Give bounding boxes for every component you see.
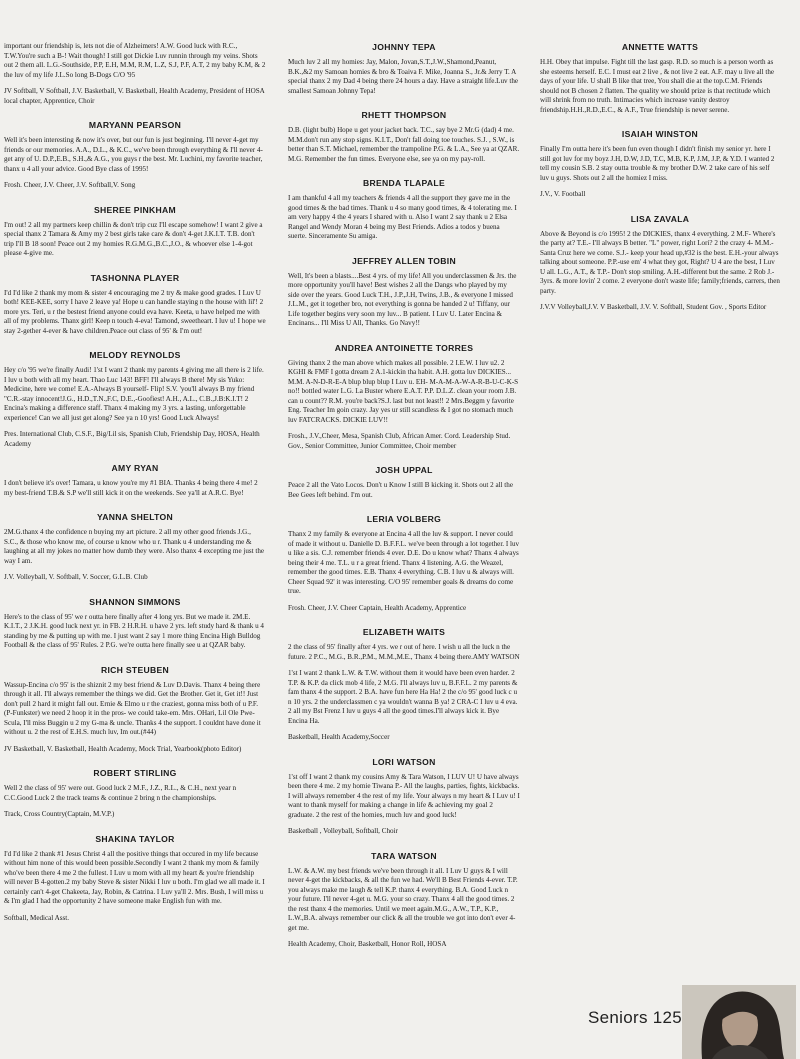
- senior-message: 1'st I want 2 thank L.W. & T.W. without them it would have been even harder. 2 T.P. & K.P. da click mob 4 life, 2 M.G. I'll always luv u, B.F.F.L. 2 my parents & fam thanx 4 the support. 2 B.A. have fun here Ha Ha! 2 the c/o 95' good luck c u n 10 yrs. 2 the underclassmen c ya wouldn't wanna B ya! 2 CRA-C I luv u 4 eva. 2 all my Bst Frenz I luv u guys 4 all the good times.I'll always kick it. Bye Encina Ha.: [288, 669, 518, 725]
- column-left: [4, 42, 266, 937]
- senior-activities: J.V. Volleyball, V. Softball, V. Soccer, G.L.B. Club: [4, 573, 148, 581]
- senior-activities: JV Softball, V Softball, J.V. Basketball, V. Basketball, Health Academy, President of HOSA local chapter, Apprentice, Choir: [4, 87, 265, 105]
- senior-entry-josh-uppal: [288, 465, 520, 500]
- senior-message: 2M.G.thanx 4 the confidence n buying my art picture. 2 all my other good friends J.G., S.C., & those who know me, of course u know who u r. Thank u 4 understanding me & laughing at all my jokes no matter how dumb they were. Also thanx 4 excepting me just the way I am.: [4, 528, 265, 565]
- senior-message: D.B. (light bulb) Hope u get your jacket back. T.C., say bye 2 Mr.G (dad) 4 me. M.M.don't run any stop signs. K.I.T., Don't fall doing toe touches. S.J. , S.W., is better than S.T. Michael, remember the trampoline P.G. & L.A., See ya at QZAR. M.G. Remember the fun times. Everyone else, see ya on my pay-roll.: [288, 126, 520, 163]
- senior-name: ROBERT STIRLING: [93, 768, 177, 778]
- senior-name: RICH STEUBEN: [100, 664, 170, 675]
- senior-message: I don't believe it's over! Tamara, u know you're my #1 BIA. Thanks 4 being there 4 me! 2 my best-friend T.B.& S.P we'll still kick it on the weekends. See ya'll at A.R.C. Bye!: [4, 479, 258, 497]
- senior-entry-tashonna-player: [4, 273, 266, 337]
- senior-entry-sheree-pinkham: [4, 205, 266, 259]
- senior-activities: Frosh. Cheer, J.V. Cheer, J.V. Softball,V. Song: [4, 181, 136, 189]
- senior-activities: Track, Cross Country(Captain, M.V.P.): [4, 810, 115, 818]
- senior-entry-johnny-tepa: [288, 42, 520, 96]
- senior-entry-shakina-taylor: [4, 834, 266, 924]
- senior-entry-tara-watson: [288, 851, 520, 950]
- senior-message: Peace 2 all the Vato Locos. Don't u Know I still B kicking it. Shots out 2 all the Bee Gees left behind. I'm out.: [288, 481, 513, 499]
- senior-entry-leria-volberg: [288, 514, 520, 613]
- senior-name: RHETT THOMPSON: [361, 110, 447, 120]
- senior-message: Well 2 the class of 95' were out. Good luck 2 M.F., J.Z., R.L., & C.H., next year n C.C.Good Luck 2 the track teams & continue 2 bring n the championships.: [4, 784, 237, 802]
- senior-name: LORI WATSON: [372, 756, 436, 767]
- senior-activities: Frosh. Cheer, J.V. Cheer Captain, Health Academy, Apprentice: [288, 603, 467, 612]
- senior-message: I am thankful 4 all my teachers & friends 4 all the support they gave me in the good times & the bad times. Thank u 4 so many good times, & 4 tolerating me. I am very happy 4 the 4 years I shared with u. Also I want 2 say thank u 2 Elsa Rangel and Wendy Moran 4 being my Best Friends. Adios a todos y buena suerte. Sinceramente Su amiga.: [288, 194, 517, 240]
- senior-name: MARYANN PEARSON: [88, 120, 182, 130]
- senior-name: MELODY REYNOLDS: [89, 350, 181, 360]
- senior-name: TASHONNA PLAYER: [90, 272, 180, 283]
- senior-activities: J.V.V Volleyball,J.V. V Basketball, J.V. V. Softball, Student Gov. , Sports Editor: [540, 303, 767, 311]
- page-footer-label: Seniors 125: [588, 1008, 683, 1027]
- senior-name: LISA ZAVALA: [630, 213, 690, 224]
- senior-name: ELIZABETH WAITS: [362, 627, 446, 637]
- column-right: [540, 42, 780, 327]
- senior-name: JOSH UPPAL: [375, 465, 433, 475]
- senior-name: ANDREA ANTOINETTE TORRES: [334, 342, 474, 353]
- senior-message: Above & Beyond is c/o 1995! 2 the DICKIES, thanx 4 everything. 2 M.F- Where's the party at? T.E.- I'll always B better. "L" power, right Lori? 2 the crazy 4- M.M.-Santa Cruz here we come. S.J.- keep your head up,#32 is the best. E.H.-your always talking about someone. P.P.-use em' 4 what they got, Right? U 4 are the best, I Luv U all. L.G., A.T., & T.P.- Don't stop smiling. A.H.-different but the same. 2 Rob J.- 3yrs. & more lovin' 2 come. 2 everyone don't waste life; family;friends, carrers, then party.: [540, 229, 780, 295]
- senior-name: TARA WATSON: [371, 850, 437, 861]
- senior-name: ISAIAH WINSTON: [621, 129, 699, 139]
- senior-name: BRENDA TLAPALE: [362, 178, 446, 188]
- senior-activities: Pres. International Club, C.S.F., Big/Lil sis, Spanish Club, Friendship Day, HOSA, Health Academy: [4, 430, 260, 448]
- senior-activities: J.V., V. Football: [540, 190, 586, 198]
- senior-name: JEFFREY ALLEN TOBIN: [352, 255, 456, 266]
- senior-message: important our friendship is, lets not die of Alzheimers! A.W. Good luck with R.C., T.W.You're such a B-! Wait though! I still got Dickie Luv runnin through my veins. Shots out 2 them all. L.G.-Southside, P.P, E.H, M.M, R.M, L.Z, S.J, P.F, A.T, 2 my baby K.M, & 2 the luv of my life J.L.So long B-Dogs C/O '95: [4, 42, 266, 79]
- senior-activities: Frosh., J.V.,Cheer, Mesa, Spanish Club, African Amer. Cord. Leadership Stud. Gov., Senior Committee, Junior Committee, Choir member: [288, 432, 511, 450]
- senior-entry-elizabeth-waits: [288, 627, 520, 743]
- senior-entry-jeffrey-allen-tobin: [288, 256, 520, 329]
- senior-message: Hey c/o '95 we're finally Audi! 1'st I want 2 thank my parents 4 giving me all there is 2 life. I luv u both with all my heart. Thao Luc 143! BFF! I'll always B there! My sis Yuko: Medicine, here we come! E.A.-Always B yourself- Flip! S.V. 'you'll always B my friend "C.R.-stay innocent!J.G., H.D.,T.N.,F.C, D.E.,-Goofiest! A.H., A.L., C.B.,J.B:K.I.T! 2 Encina's making a difference staff. Thanx 4 making my 3 yrs. a lasting, unforgettable experience! Can we all just get along? See ya n 10 yrs! Good Luck Always!: [4, 366, 264, 422]
- senior-entry-brenda-tlapale: [288, 178, 520, 242]
- senior-entry-melody-reynolds: [4, 350, 266, 449]
- senior-entry-rich-steuben: [4, 665, 266, 755]
- column-middle: [288, 42, 520, 964]
- senior-activities: JV Basketball, V. Basketball, Health Academy, Mock Trial, Yearbook(photo Editor): [4, 744, 242, 753]
- senior-entry-lori-watson: [288, 757, 520, 837]
- senior-name: JOHNNY TEPA: [372, 42, 436, 52]
- senior-message: I'd I'd like 2 thank my mom & sister 4 encouraging me 2 try & make good grades. I Luv U both! KEE-KEE, sorry I have 2 leave ya! Hope u can handle staying n the house with lil'! 2 more yrs. Teri, u r the bestest friend anyone could eva have. Keeta, u have helped me with all of my problems. Thanx girl! Keep n touch 4-eva! Tamond, sweetheart. I luv u! I hope we stay 2-gether 4-ever & have children.Peace out class of 95' & I'm out!: [4, 288, 266, 335]
- senior-message: L.W. & A.W. my best friends we've been through it all. I Luv U guys & I will never 4-get the kickbacks, & all the fun we had. We'll B Best Friends 4-ever. T.P. you always make me laugh & tell K.P. thanx 4 everything. B.A. Good Luck n your future. I'll never 4-get u. M.G. your so crazy. Thanx 4 all the good times. 2 the rest thanx 4 the memories. Until we meet again.M.G., A.W., T.P., K.P., L.W.,B.A. always remember our click & all the trouble we got into don't ever 4-get me.: [288, 866, 518, 932]
- senior-message: Thanx 2 my family & everyone at Encina 4 all the luv & support. I never could of made it without u. Danielle D. B.F.F.L. we've been through a lot together. I luv u like a sis. C.J. remember friends 4 ever. D.E. Do u know what? Thanx 4 always being their 4 me. T.L. u r a great friend. Thanx 4 listening. A.G. the Weazel, remember the good times. E.B. Thanx 4 everything. C.B. I luv u & always will. Cheer Squad 92' it was interesting. C/O 95' remember goals & dreams do come true.: [288, 530, 520, 595]
- senior-message: Wassup-Encina c/o 95' is the shiznit 2 my best friend & Luv D.Davis. Thanx 4 being there through it all. I'll always remember the things we did. Get the Brother. Get it, Get it!! Just don't pull 2 hard it might fall out. Ernie & Elmo u r the craziest, gonna miss both of u P.F. (P-Funkster) we need 2 hoop it in the pros- we could take-em. Mrs. OHari, Lil Ole Pwe-Scula, I'll miss Buggin u 2 my G-ma & uncle. Thanks 4 the support. I couldnt have done it without u. 2 the rest of E.H.S. much luv, Im out.(#44): [4, 680, 261, 736]
- senior-activities: Health Academy, Choir, Basketball, Honor Roll, HOSA: [288, 940, 447, 948]
- senior-message: Giving thanx 2 the man above which makes all possible. 2 I.E.W. I luv u2. 2 KGHI & FMF I gotta dream 2 A.1-kickin tha habit. A.H. gotta luv DICKIES... M.M. A-N-D-R-E-A blup blup blup I Luv u. EH- M-A-M-A-W-A-R-B-U-C-K-S no!! bottled water L.G. La Buster where E.A.T. P.P. D.L.Z. clean your room J.B. can u count?? R.M. you're back?S.J. last but not least!! 2 Mrs.Beggm y favorite Eng. Teacher Im goin crazy. Jay yes ur still scandless & I got no stomach much luv FATCRACKS. DICKIE LUV!!: [288, 358, 519, 424]
- senior-entry-annette-watts: [540, 42, 780, 115]
- senior-activities: Basketball , Volleyball, Softball, Choir: [288, 827, 398, 835]
- senior-entry-yanna-shelton: [4, 512, 266, 583]
- senior-message: Well, It's been a blasts....Best 4 yrs. of my life! All you underclassmen & Jrs. the more opportunity you'll have! Best wishes 2 all the Dangs who played by my side over the years. Good Luck T.H., J.P.,J.H, Twins, J.B., & everyone I missed J.L.M., get it together bro, not everything is gonna be handed 2 u! Tiffany, our Life together begins very soon my luv... B patient. I Luv U. Later Encina & Encinans... I'll Miss U All, Thanks. Go Navy!!: [288, 271, 517, 327]
- senior-message: 2 the class of 95' finally after 4 yrs. we r out of here. I wish u all the luck n the future. 2 P.C., M.G., B.R.,P.M., M.M.,M.E., Thanx 4 being there.AMY WATSON: [288, 643, 520, 661]
- senior-entry-col1-continued: [4, 42, 266, 106]
- senior-entry-robert-stirling: [4, 768, 266, 820]
- senior-message: Here's to the class of 95' we r outta here finally after 4 long yrs. But we made it. 2M.E. K.I.T., 2 J.K.H. good luck next yr. in FB. 2 H.R.H. u have 2 yrs. left study hard & thank u 4 standing by me & putting up with me. I just want 2 say 1 more thing Encina High Bulldog Football & the class of 95' Rules. 2 P.G. we're outta here finally see u at QZAR baby.: [4, 612, 264, 649]
- senior-message: Finally I'm outta here it's been fun even though I didn't finish my senior yr. here I still got luv for my boyz J.H, D.W, J.D, T.C, M.B, K.P, J.M, J.P, & Y.D. I wanted 2 tell my cousin S.B. 2 stay outta trouble & my brother D.W. 2 take care of his self luv u guys. Shots out 2 all the homiez I miss.: [540, 145, 775, 182]
- senior-entry-rhett-thompson: [288, 110, 520, 164]
- senior-portrait-photo: [682, 985, 796, 1059]
- senior-message: H.H. Obey that impulse. Fight till the last gasp. R.D. so much is a person worth as she esteems herself. E.C. I must eat 2 live , & not live 2 eat. A.F. may u live all the days of your life. U shall B like that tree, You shall die at the top.C.M. Friends should not B chosen 2 flatten. The quality we should prize is that rectitude which will shrink from no truth. Intimacies which increase vanity destroy friendship.H.H.,R.D.,E.C., & A.F., True friendship is never serene.: [540, 58, 775, 114]
- senior-name: ANNETTE WATTS: [621, 42, 699, 52]
- senior-entry-andrea-antoinette-torres: [288, 343, 520, 452]
- senior-entry-amy-ryan: [4, 463, 266, 498]
- senior-message: Well it's been interesting & now it's over, but our fun is just beginning. I'll never 4-get my friends or our memories. A.A., D.L., & K.C., we've been through everything & I'll never 4-get any of U. D.P.,E.B., S.H.,& A.G., you guys r the best. Mr. Luchini, my favorite teacher, thanx u 4 all your advice. Good Bye class of 1995!: [4, 136, 263, 173]
- senior-message: I'd I'd like 2 thank #1 Jesus Christ 4 all the positive things that occured in my life because without him none of this would been possible.Secondly I want 2 thank my mom & family who've been there 4 me 2 the fullest. I Luv u mom with all my heart & you're friendship will never B 4-gotten.2 my baby Steve & sister Nikki I luv u both. I'm glad we all made it. I certainly can't 4-get Chakeeta, Jay, Robin, & Catrina. I Luv ya'll 2. Mrs. Bush, I will miss u & I'm glad I had the opportunity 2 have someone make English fun with me.: [4, 849, 265, 905]
- senior-name: SHANNON SIMMONS: [89, 596, 181, 607]
- senior-message: 1'st off I want 2 thank my cousins Amy & Tara Watson, I LUV U! U have always been there 4 me. 2 my homie Tiwana P.- All the laughs, parties, fights, kickbacks. I will always remember 4 the rest of my life. Your always n my heart & I Luv u! I want to thank myself for making a change in life & achieving my goal 2 graduate. 2 the rest of the homies, much luv and good luck!: [288, 772, 520, 819]
- senior-entry-shannon-simmons: [4, 597, 266, 651]
- senior-name: AMY RYAN: [111, 463, 159, 473]
- senior-activities: Softball, Medical Asst.: [4, 913, 70, 922]
- senior-message: I'm out! 2 all my partners keep chillin & don't trip cuz I'll escape somehow! I want 2 give a special thanx 2 Tamara & Amy my 2 best girls take care & don't 4-get J.K.I.T. T.B. don't trip I'll B 18 soon! Peace out 2 my homies R.G.M.G.,B.C.,J.O., & whoever else 1-4-got please 4-give me.: [4, 220, 263, 257]
- senior-name: LERIA VOLBERG: [366, 514, 442, 524]
- senior-message: Much luv 2 all my homies: Jay, Malon, Jovan,S.T.,J.W.,Shamond,Peanut, B.K.,&2 my Samoan homies & bro & Toaiva F. Mike, Joanna S., Jr.& Jerry T. A special thanx 2 my Dad 4 being there 24 hours a day. Have a straight life.Luv the smallest Samoan Johnny Tepa!: [288, 58, 519, 95]
- senior-name: SHEREE PINKHAM: [93, 204, 177, 215]
- senior-entry-maryann-pearson: [4, 120, 266, 191]
- senior-activities: Basketball, Health Academy,Soccer: [288, 733, 390, 741]
- senior-name: SHAKINA TAYLOR: [95, 833, 175, 844]
- senior-name: YANNA SHELTON: [96, 512, 173, 522]
- senior-entry-isaiah-winston: [540, 129, 780, 200]
- senior-entry-lisa-zavala: [540, 214, 780, 313]
